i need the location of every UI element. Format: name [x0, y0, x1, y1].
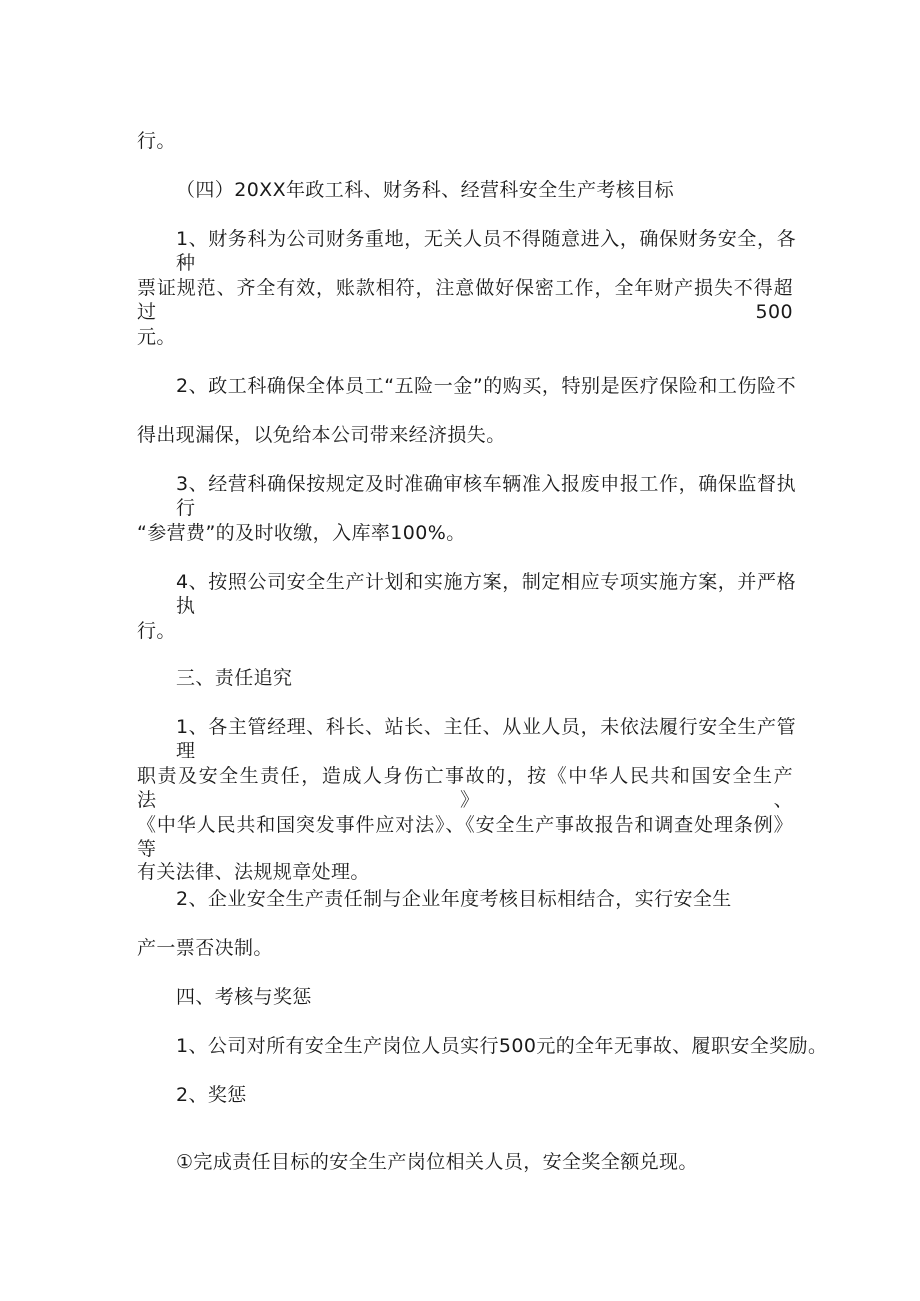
text-line-16: 有关法律、法规规章处理。	[137, 861, 370, 883]
text-line-7: 得出现漏保，以免给本公司带来经济损失。	[137, 424, 506, 446]
text-line-3: 1、财务科为公司财务重地，无关人员不得随意进入，确保财务安全，各种	[176, 228, 796, 274]
text-line-20: 1、公司对所有安全生产岗位人员实行500元的全年无事故、履职安全奖励。	[176, 1035, 828, 1057]
text-line-5: 元。	[137, 326, 176, 348]
text-line-1: 行。	[137, 130, 176, 152]
text-line-8: 3、经营科确保按规定及时准确审核车辆准入报废申报工作，确保监督执行	[176, 473, 796, 519]
text-line-14: 职责及安全生责任，造成人身伤亡事故的，按《中华人民共和国安全生产法》、	[137, 765, 793, 811]
text-line-22: ①完成责任目标的安全生产岗位相关人员，安全奖全额兑现。	[176, 1151, 698, 1173]
text-line-15: 《中华人民共和国突发事件应对法》、《安全生产事故报告和调查处理条例》等	[137, 814, 793, 860]
section-heading-3: 三、责任追究	[176, 667, 293, 689]
text-line-11: 行。	[137, 620, 176, 642]
text-line-17: 2、企业安全生产责任制与企业年度考核目标相结合，实行安全生	[176, 888, 732, 910]
section-heading-4b: 四、考核与奖惩	[176, 986, 312, 1008]
text-line-18: 产一票否决制。	[137, 937, 273, 959]
text-line-4: 票证规范、齐全有效，账款相符，注意做好保密工作，全年财产损失不得超过500	[137, 277, 793, 323]
text-line-9: “参营费”的及时收缴，入库率100%。	[137, 522, 466, 544]
section-heading-4: （四）20XX年政工科、财务科、经营科安全生产考核目标	[176, 179, 675, 201]
text-line-6: 2、政工科确保全体员工“五险一金”的购买，特别是医疗保险和工伤险不	[176, 375, 796, 397]
sub-heading-rewards: 2、奖惩	[176, 1084, 247, 1106]
text-line-10: 4、按照公司安全生产计划和实施方案，制定相应专项实施方案，并严格执	[176, 571, 796, 617]
text-line-13: 1、各主管经理、科长、站长、主任、从业人员，未依法履行安全生产管理	[176, 716, 796, 762]
